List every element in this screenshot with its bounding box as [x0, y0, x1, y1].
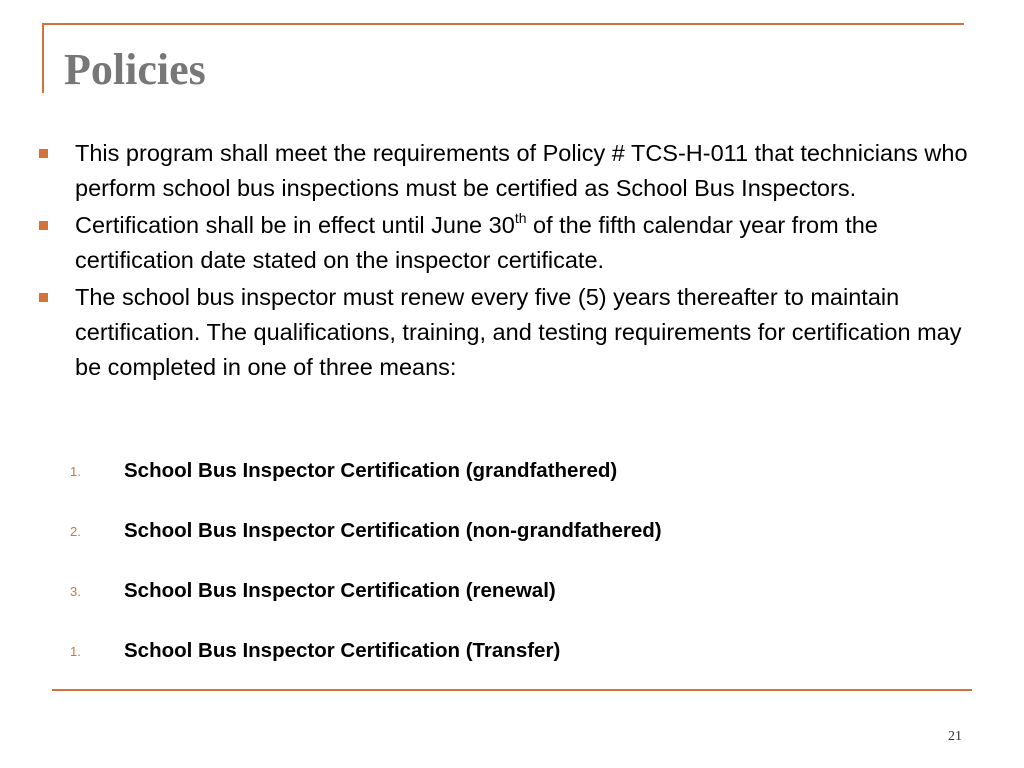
- item-number: 2.: [70, 524, 81, 539]
- bullet-item: [38, 280, 978, 385]
- ordinal-superscript: th: [514, 210, 527, 227]
- item-text: School Bus Inspector Certification (renewal): [124, 579, 556, 602]
- bullet-item: [38, 136, 978, 206]
- slide-title: Policies: [64, 45, 206, 94]
- item-text: School Bus Inspector Certification (grandfathered): [124, 459, 618, 482]
- bullet-text-end: of the fifth calendar year from the certification date stated on the inspector certificate.: [75, 212, 878, 273]
- square-bullet-icon: [39, 293, 48, 302]
- item-number: 1.: [70, 464, 81, 479]
- bullet-list: [38, 136, 978, 387]
- item-text: School Bus Inspector Certification (non-grandfathered): [124, 519, 662, 542]
- bullet-text-start: Certification shall be in effect until June 30: [75, 212, 515, 238]
- numbered-item: [70, 453, 662, 513]
- bullet-text: This program shall meet the requirements of Policy # TCS-H-011 that technicians who perform school bus inspections must be certified as School Bus Inspectors.: [75, 140, 968, 201]
- bullet-text: The school bus inspector must renew every five (5) years thereafter to maintain certification. The qualifications, training, and testing requirements for certification may be completed in one of three means:: [75, 284, 962, 380]
- footer-divider: [52, 689, 972, 691]
- square-bullet-icon: [39, 149, 48, 158]
- certification-type-list: [70, 453, 662, 693]
- numbered-item: [70, 633, 662, 693]
- title-frame-left-line: [42, 23, 44, 93]
- numbered-item: [70, 573, 662, 633]
- bullet-item: [38, 208, 978, 278]
- square-bullet-icon: [39, 221, 48, 230]
- item-number: 3.: [70, 584, 81, 599]
- numbered-item: [70, 513, 662, 573]
- title-frame-top-line: [42, 23, 964, 25]
- page-number: 21: [948, 729, 962, 744]
- item-text: School Bus Inspector Certification (Transfer): [124, 639, 561, 662]
- item-number: 1.: [70, 644, 81, 659]
